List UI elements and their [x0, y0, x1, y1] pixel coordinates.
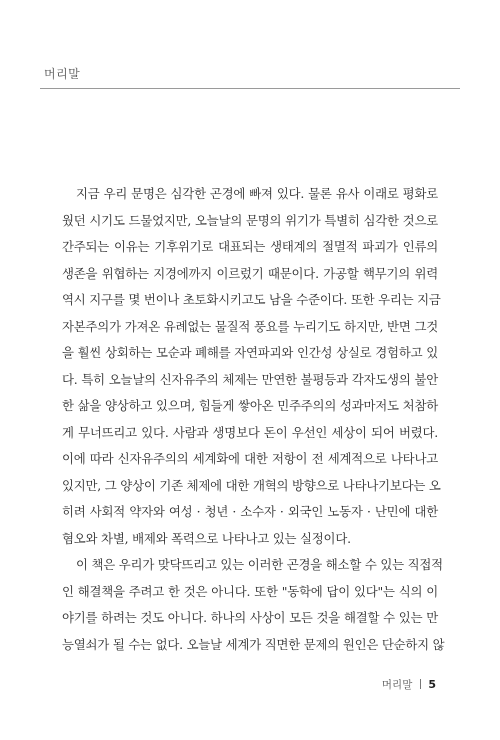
text-line: 생존을 위협하는 지경에까지 이르렀기 때문이다. 가공할 핵무기의 위력	[62, 265, 438, 281]
running-header	[40, 60, 460, 89]
text-line: 인 해결책을 주려고 한 것은 아니다. 또한 "동학에 답이 있다"는 식의 이	[62, 583, 438, 599]
text-line: 혐오와 차별, 배제와 폭력으로 나타나고 있는 실정이다.	[62, 530, 351, 546]
text-line: 히려 사회적 약자와 여성 · 청년 · 소수자 · 외국인 노동자 · 난민에 대한	[62, 504, 438, 519]
text-line: 간주되는 이유는 기후위기로 대표되는 생태계의 절멸적 파괴가 인류의	[62, 239, 438, 254]
header-title: 머리말	[44, 67, 81, 81]
text-line: 다. 특히 오늘날의 신자유주의 체제는 만연한 불평등과 각자도생의 불안	[62, 371, 438, 387]
text-line: 이 책은 우리가 맞닥뜨리고 있는 이러한 곤경을 해소할 수 있는 직접적	[76, 557, 443, 572]
footer-divider	[420, 679, 421, 689]
text-line: 야기를 하려는 것도 아니다. 하나의 사상이 모든 것을 해결할 수 있는 만	[62, 610, 438, 625]
page-number: 5	[428, 677, 436, 691]
body-text	[62, 181, 445, 658]
text-line: 게 무너뜨리고 있다. 사람과 생명보다 돈이 우선인 세상이 되어 버렸다.	[62, 424, 438, 440]
text-line: 지금 우리 문명은 심각한 곤경에 빠져 있다. 물론 유사 이래로 평화로	[76, 186, 438, 201]
text-line: 을 훨씬 상회하는 모순과 폐해를 자연파괴와 인간성 상실로 경험하고 있	[62, 345, 438, 360]
text-line: 능열쇠가 될 수는 없다. 오늘날 세계가 직면한 문제의 원인은 단순하지 않	[62, 636, 445, 652]
text-line: 있지만, 그 양상이 기존 체제에 대한 개혁의 방향으로 나타나기보다는 오	[62, 477, 441, 493]
text-line: 이에 따라 신자유주의의 세계화에 대한 저항이 전 세계적으로 나타나고	[62, 451, 438, 466]
footer-label: 머리말	[381, 678, 413, 691]
text-line: 자본주의가 가져온 유례없는 물질적 풍요를 누리기도 하지만, 반면 그것	[62, 318, 438, 334]
text-line: 한 삶을 양상하고 있으며, 힘들게 쌓아온 민주주의의 성과마저도 처참하	[62, 398, 438, 413]
text-line: 웠던 시기도 드물었지만, 오늘날의 문명의 위기가 특별히 심각한 것으로	[62, 212, 438, 228]
page-footer	[382, 676, 436, 692]
text-line: 역시 지구를 몇 번이나 초토화시키고도 남을 수준이다. 또한 우리는 지금	[62, 292, 441, 307]
